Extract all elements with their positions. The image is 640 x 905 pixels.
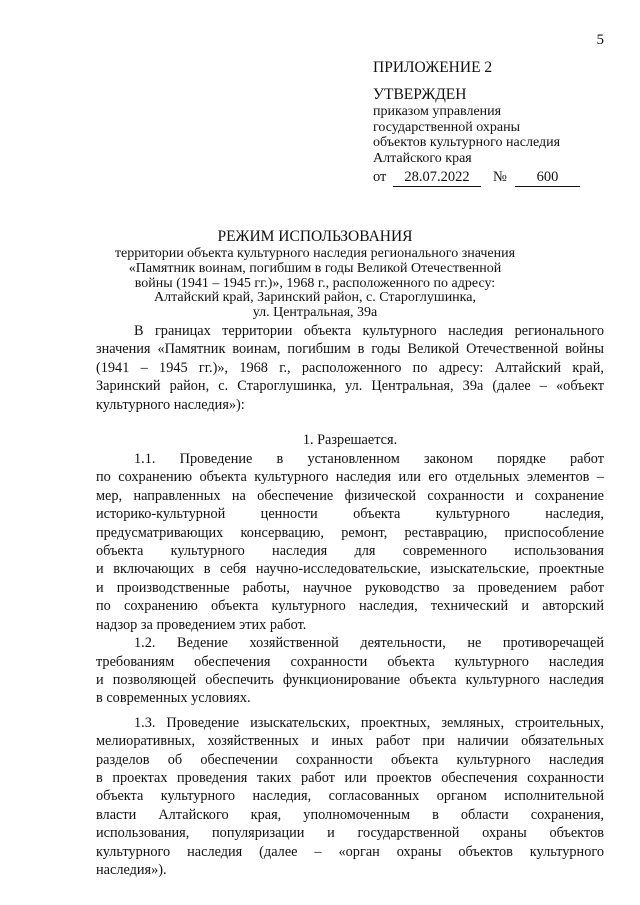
order-date: 28.07.2022 [393, 168, 481, 187]
text-line: надзор за проведением этих работ. [96, 616, 307, 633]
approval-line: Алтайского края [373, 150, 472, 166]
approval-line: объектов культурного наследия [373, 135, 561, 150]
order-number: 600 [515, 168, 580, 187]
text-line: требованиям обеспечения сохранности объекта культурного наследия [96, 653, 604, 670]
title-line: Алтайский край, Заринский район, с. Староглушинка, [154, 290, 476, 306]
text-line: по сохранению объекта культурного наследия, технический и авторский [96, 598, 604, 615]
text-line: (1941 – 1945 гг.)», 1968 г., расположенного по адресу: Алтайский край, [96, 359, 604, 376]
text-line: предусматривающих консервацию, ремонт, реставрацию, приспособление [96, 524, 604, 541]
text-line: 1.2. Ведение хозяйственной деятельности, не противоречащей [134, 635, 604, 652]
order-from-label: от [373, 169, 387, 185]
section-heading: 1. Разрешается. [302, 432, 398, 449]
approved-label: УТВЕРЖДЕН [373, 86, 467, 103]
title-line: войны (1941 – 1945 гг.)», 1968 г., расположенного по адресу: [134, 275, 496, 291]
document-title: РЕЖИМ ИСПОЛЬЗОВАНИЯ [217, 228, 413, 245]
paragraph-1-2 [96, 634, 604, 708]
text-line: объекта культурного наследия для современного использования [96, 543, 604, 560]
document-body [96, 322, 604, 879]
text-line: историко-культурной ценности объекта культурного наследия, [96, 506, 604, 523]
appendix-label: ПРИЛОЖЕНИЕ 2 [373, 59, 493, 76]
text-line: в современных условиях. [96, 690, 251, 707]
text-line: использования, популяризации и государственной охраны объектов [96, 825, 604, 842]
text-line: наследия»). [96, 861, 167, 878]
text-line: 1.3. Проведение изыскательских, проектных, земляных, строительных, [134, 714, 604, 731]
text-line: по сохранению объекта культурного наследия или его отдельных элементов – [96, 469, 604, 486]
text-line: мер, направленных на обеспечение физической сохранности и сохранение [96, 487, 604, 504]
text-line: значения «Памятник воинам, погибшим в годы Великой Отечественной войны [96, 341, 604, 358]
text-line: власти Алтайского края, уполномоченным в области сохранения, [96, 806, 604, 823]
title-line: ул. Центральная, 39а [252, 305, 378, 321]
text-line: 1.1. Проведение в установленном законом порядке работ [134, 451, 604, 468]
intro-paragraph [96, 322, 604, 414]
text-line: В границах территории объекта культурного наследия регионального [134, 323, 604, 339]
text-line: культурного наследия»): [96, 396, 245, 413]
document-title-block [80, 228, 550, 321]
title-line: «Памятник воинам, погибшим в годы Великой Отечественной [128, 260, 502, 276]
text-line: и позволяющей обеспечить функционирование объекта культурного наследия [96, 671, 604, 688]
order-number-sign: № [493, 169, 507, 185]
title-line: территории объекта культурного наследия регионального значения [114, 246, 516, 261]
text-line: культурного наследия (далее – «орган охраны объектов культурного [96, 843, 604, 860]
text-line: разделов об обеспечении сохранности объекта культурного наследия [96, 751, 604, 768]
text-line: Заринский район, с. Староглушинка, ул. Центральная, 39а (далее – «объект [96, 378, 604, 395]
page-number: 5 [596, 32, 604, 48]
text-line: мелиоративных, хозяйственных и иных работ при наличии обязательных [96, 733, 604, 750]
order-line [373, 168, 613, 187]
text-line: и включающих в себя научно-исследовательские, изыскательские, проектные [96, 561, 604, 578]
text-line: объекта культурного наследия, согласованных органом исполнительной [96, 788, 604, 805]
approval-line: приказом управления [373, 104, 502, 119]
paragraph-1-1 [96, 450, 604, 634]
approval-line: государственной охраны [373, 119, 521, 135]
approval-block [373, 58, 613, 187]
paragraph-1-3 [96, 714, 604, 880]
text-line: в проектах проведения таких работ или проектов обеспечения сохранности [96, 769, 604, 786]
text-line: и производственные работы, научное руководство за проведением работ [96, 579, 604, 596]
